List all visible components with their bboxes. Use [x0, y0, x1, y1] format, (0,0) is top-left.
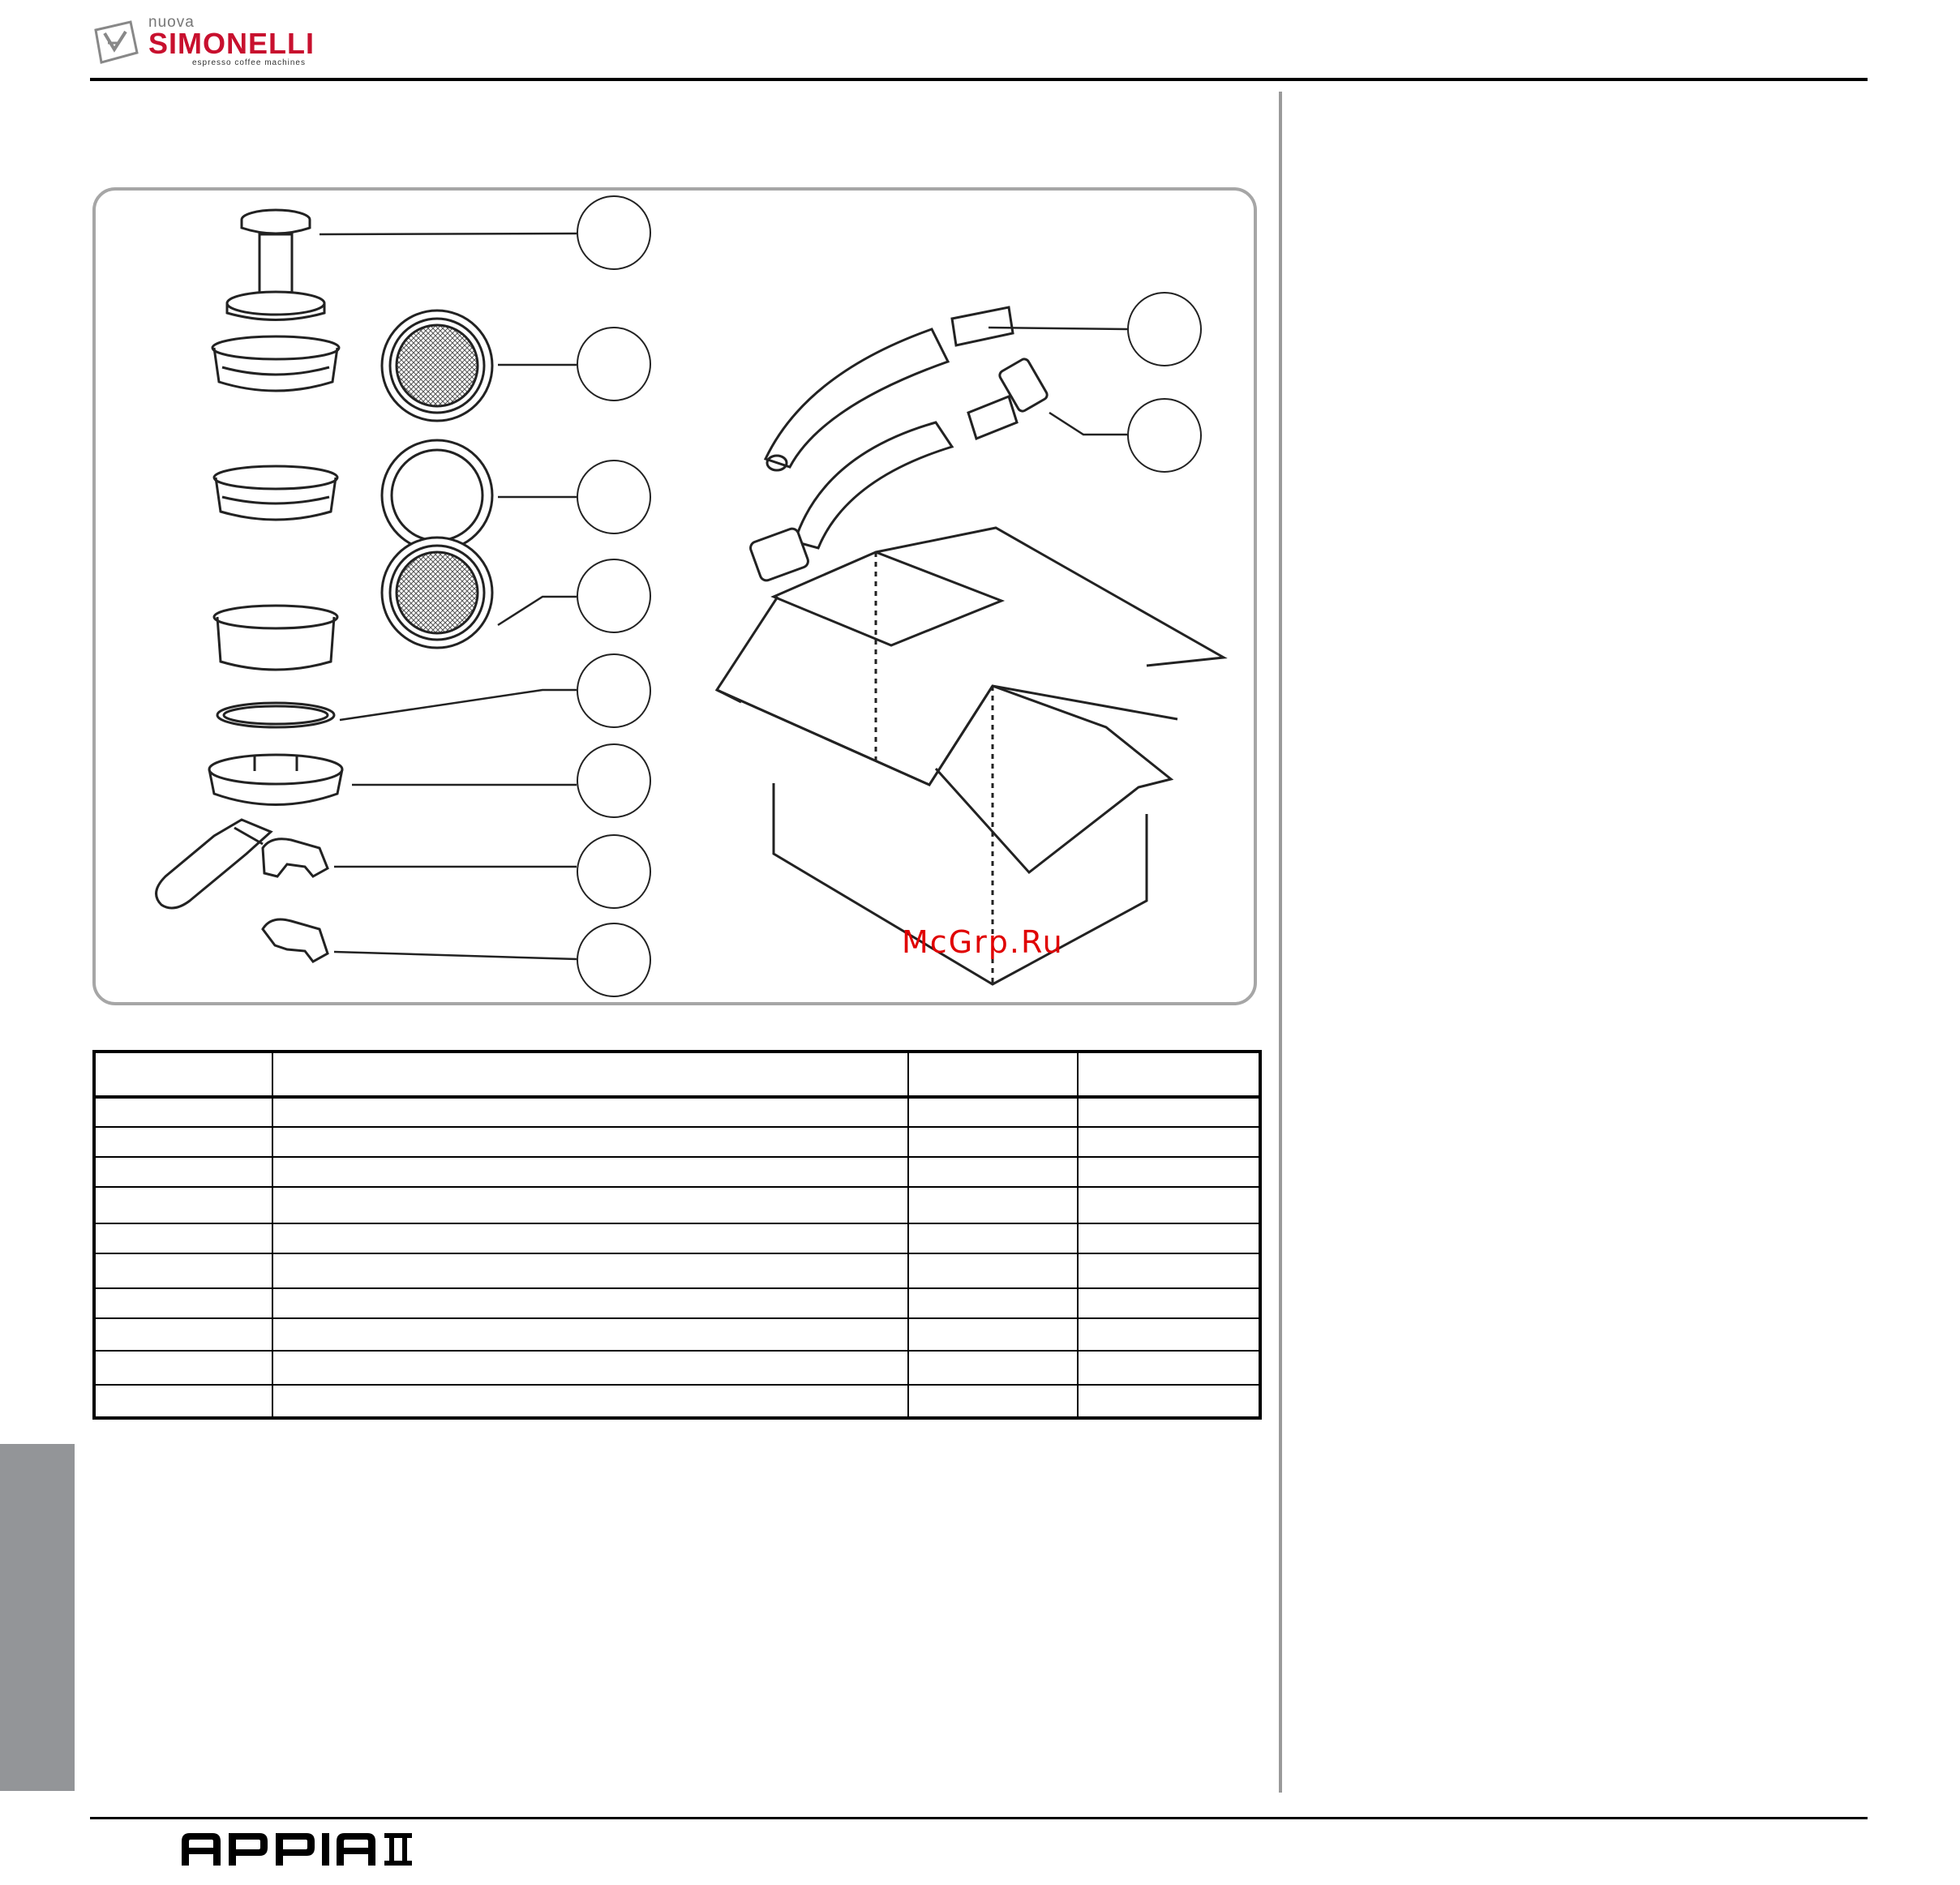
blind-filter-top-icon — [382, 440, 492, 551]
table-cell — [908, 1157, 1078, 1187]
logo-tagline: espresso coffee machines — [192, 58, 306, 67]
table-row — [94, 1223, 1260, 1253]
accessories-diagram — [92, 187, 1257, 1005]
callout-1 — [577, 195, 651, 270]
watermark-text: McGrp.Ru — [902, 924, 1064, 960]
table-header-cell — [1078, 1052, 1260, 1097]
callout-9 — [1127, 292, 1202, 366]
callout-3 — [577, 460, 651, 534]
double-filter-top-icon — [382, 311, 492, 421]
callout-6 — [577, 743, 651, 818]
table-cell — [908, 1318, 1078, 1351]
table-row — [94, 1385, 1260, 1418]
table-cell — [908, 1187, 1078, 1223]
table-cell — [94, 1385, 272, 1418]
ring-gasket-icon — [217, 703, 334, 727]
table-cell — [272, 1385, 908, 1418]
table-cell — [908, 1385, 1078, 1418]
logo-mark-icon — [92, 20, 140, 65]
table-cell — [908, 1127, 1078, 1157]
table-cell — [94, 1157, 272, 1187]
logo-brand-name: SIMONELLI — [148, 27, 315, 60]
logo-small-word: nuova — [148, 14, 195, 31]
appia-ii-logo — [182, 1830, 425, 1869]
table-header-row — [94, 1052, 1260, 1097]
table-cell — [272, 1253, 908, 1288]
table-cell — [272, 1223, 908, 1253]
table-cell — [1078, 1288, 1260, 1318]
header-rule — [90, 78, 1868, 81]
table-cell — [272, 1127, 908, 1157]
table-header-cell — [908, 1052, 1078, 1097]
table-cell — [272, 1187, 908, 1223]
table-cell — [1078, 1385, 1260, 1418]
callout-10 — [1127, 398, 1202, 473]
single-filter-basket-icon — [214, 606, 337, 670]
table-cell — [908, 1288, 1078, 1318]
table-cell — [1078, 1253, 1260, 1288]
footer-rule — [90, 1817, 1868, 1819]
callout-5 — [577, 653, 651, 728]
table-cell — [1078, 1351, 1260, 1385]
single-filter-top-icon — [382, 538, 492, 648]
table-row — [94, 1288, 1260, 1318]
table-row — [94, 1097, 1260, 1127]
table-row — [94, 1157, 1260, 1187]
table-cell — [94, 1351, 272, 1385]
table-row — [94, 1318, 1260, 1351]
table-cell — [1078, 1318, 1260, 1351]
table-cell — [94, 1127, 272, 1157]
table-cell — [94, 1318, 272, 1351]
table-cell — [272, 1288, 908, 1318]
table-cell — [908, 1351, 1078, 1385]
table-cell — [1078, 1187, 1260, 1223]
table-header-cell — [94, 1052, 272, 1097]
table-cell — [1078, 1223, 1260, 1253]
table-cell — [94, 1097, 272, 1127]
callout-2 — [577, 327, 651, 401]
parts-table — [92, 1050, 1262, 1420]
table-cell — [1078, 1097, 1260, 1127]
table-cell — [1078, 1157, 1260, 1187]
callout-7 — [577, 834, 651, 909]
table-cell — [94, 1288, 272, 1318]
table-cell — [908, 1253, 1078, 1288]
table-cell — [272, 1318, 908, 1351]
table-cell — [272, 1097, 908, 1127]
table-cell — [1078, 1127, 1260, 1157]
callout-4 — [577, 559, 651, 633]
table-row — [94, 1351, 1260, 1385]
table-row — [94, 1127, 1260, 1157]
blind-filter-basket-icon — [214, 466, 337, 520]
tamper-icon — [227, 210, 324, 320]
table-row — [94, 1253, 1260, 1288]
single-spout-icon — [263, 919, 328, 962]
portafilter-icon — [157, 755, 342, 908]
table-cell — [908, 1097, 1078, 1127]
callout-8 — [577, 923, 651, 997]
simonelli-logo — [92, 12, 375, 69]
table-cell — [94, 1253, 272, 1288]
section-side-tab — [0, 1444, 75, 1791]
packing-box-icon — [717, 528, 1224, 984]
table-cell — [94, 1223, 272, 1253]
table-cell — [272, 1351, 908, 1385]
table-cell — [272, 1157, 908, 1187]
table-cell — [908, 1223, 1078, 1253]
table-header-cell — [272, 1052, 908, 1097]
double-filter-basket-icon — [212, 336, 339, 391]
double-spout-icon — [263, 839, 328, 876]
table-cell — [94, 1187, 272, 1223]
column-divider — [1279, 92, 1282, 1793]
table-row — [94, 1187, 1260, 1223]
